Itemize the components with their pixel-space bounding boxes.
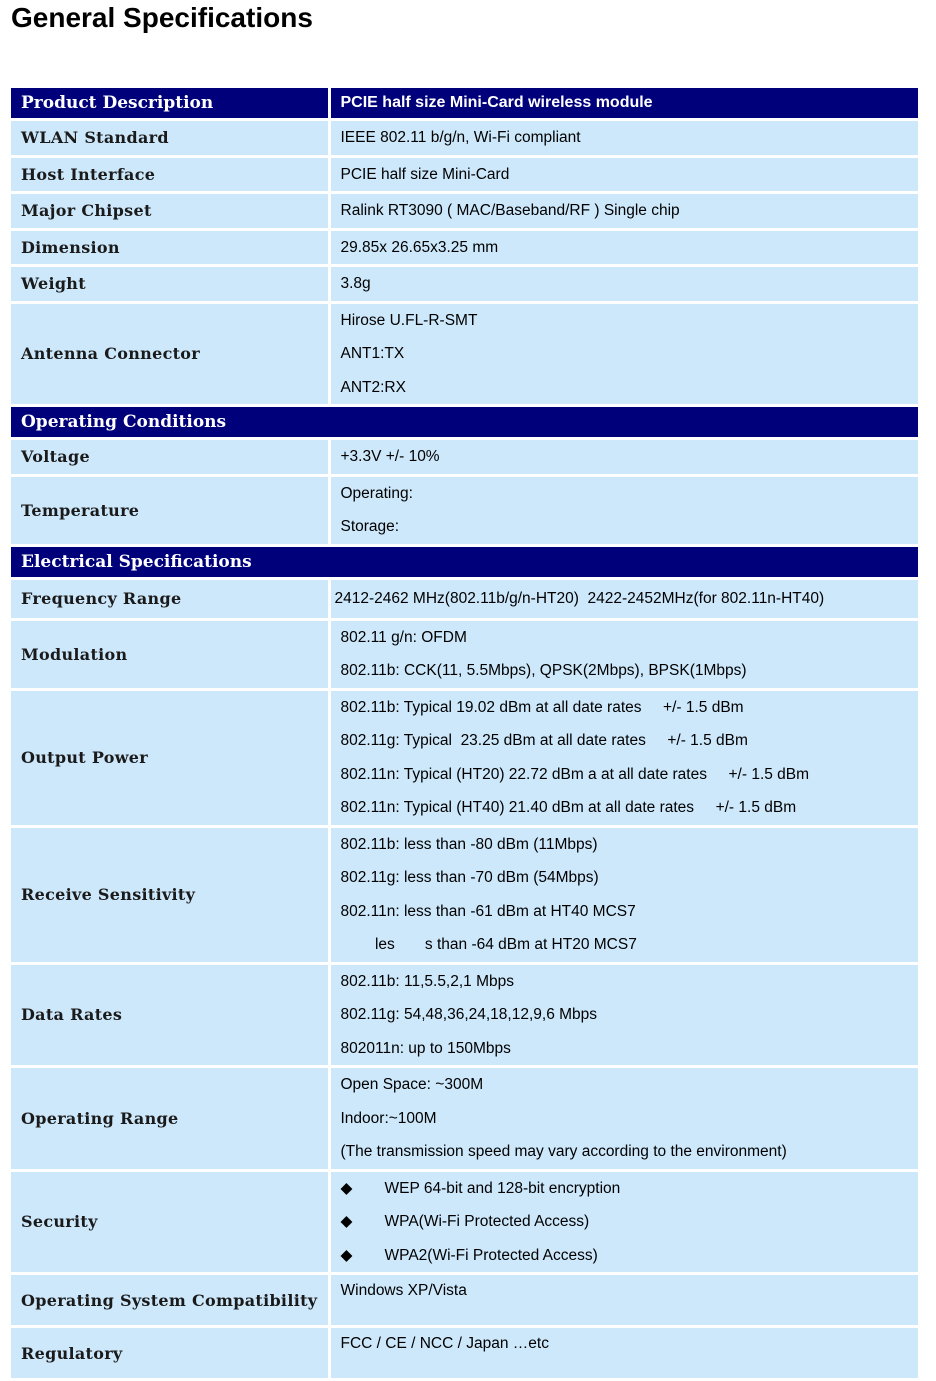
- spec-value: [329, 120, 918, 157]
- section-title: Operating Conditions: [11, 406, 329, 439]
- spec-line: 802011n: up to 150Mbps: [340, 1039, 511, 1057]
- spec-label: WLAN Standard: [11, 120, 329, 157]
- spec-label: Modulation: [11, 619, 329, 689]
- spec-label: Major Chipset: [11, 193, 329, 230]
- spec-row-data-rates: [11, 963, 918, 1067]
- spec-value: [329, 156, 918, 193]
- spec-value: [329, 619, 918, 689]
- spec-value: [329, 229, 918, 266]
- section-header-electrical-specifications: [11, 545, 918, 578]
- spec-label: Operating System Compatibility: [11, 1274, 329, 1327]
- spec-row-host-interface: [11, 156, 918, 193]
- spec-line: 802.11g: 54,48,36,24,18,12,9,6 Mbps: [340, 1006, 598, 1023]
- spec-line: 2412-2462 MHz(802.11b/g/n-HT20) 2422-2452MHz(for 802.11n-HT40): [334, 589, 825, 607]
- spec-line: Open Space: ~300M: [340, 1076, 484, 1093]
- spec-line: +3.3V +/- 10%: [340, 448, 440, 465]
- spec-value: [329, 193, 918, 230]
- bullet-icon: ◆: [340, 1246, 353, 1264]
- spec-label: Output Power: [11, 689, 329, 826]
- spec-line: [341, 1172, 919, 1206]
- section-title: Electrical Specifications: [11, 545, 329, 578]
- spec-label: Regulatory: [11, 1327, 329, 1380]
- spec-value: [329, 266, 918, 303]
- spec-table: [11, 88, 918, 1381]
- spec-line: Hirose U.FL-R-SMT: [340, 311, 478, 329]
- bullet-text: WPA2(Wi-Fi Protected Access): [384, 1246, 598, 1264]
- spec-label: Data Rates: [11, 963, 329, 1067]
- spec-value: [329, 439, 918, 476]
- spec-line: 29.85x 26.65x3.25 mm: [340, 238, 499, 256]
- spec-row-security: [11, 1170, 918, 1274]
- spec-label: Weight: [11, 266, 329, 303]
- spec-line: 802.11n: less than -61 dBm at HT40 MCS7: [340, 902, 636, 920]
- spec-row-frequency-range: [11, 578, 918, 619]
- section-header-fill: [329, 406, 918, 439]
- spec-line: 802.11b: CCK(11, 5.5Mbps), QPSK(2Mbps), BPSK(1Mbps): [340, 662, 747, 679]
- section-title: Product Description: [11, 88, 329, 120]
- spec-value: [329, 1274, 918, 1327]
- spec-label: Antenna Connector: [11, 302, 329, 406]
- spec-label: Frequency Range: [11, 578, 329, 619]
- spec-line: [341, 1205, 919, 1239]
- section-header-operating-conditions: [11, 406, 918, 439]
- spec-row-dimension: [11, 229, 918, 266]
- spec-line: PCIE half size Mini-Card: [340, 165, 510, 183]
- spec-line: FCC / CE / NCC / Japan …etc: [340, 1335, 549, 1352]
- spec-value: [329, 963, 918, 1067]
- spec-label: Security: [11, 1170, 329, 1274]
- bullet-text: WEP 64-bit and 128-bit encryption: [384, 1179, 621, 1197]
- spec-label: Temperature: [11, 475, 329, 545]
- spec-label: Receive Sensitivity: [11, 826, 329, 963]
- spec-row-operating-system-compatibility: [11, 1274, 918, 1327]
- spec-row-output-power: [11, 689, 918, 826]
- bullet-icon: ◆: [340, 1179, 353, 1197]
- spec-label: Voltage: [11, 439, 329, 476]
- spec-value: [329, 475, 918, 545]
- spec-row-antenna-connector: [11, 302, 918, 406]
- spec-line: [341, 1239, 919, 1273]
- spec-label: Host Interface: [11, 156, 329, 193]
- bullet-icon: ◆: [340, 1213, 353, 1230]
- spec-row-operating-range: [11, 1067, 918, 1171]
- spec-value: [329, 689, 918, 826]
- spec-line: 802.11g: less than -70 dBm (54Mbps): [340, 869, 599, 886]
- spec-label: Operating Range: [11, 1067, 329, 1171]
- spec-row-modulation: [11, 619, 918, 689]
- spec-line: Windows XP/Vista: [340, 1282, 467, 1299]
- spec-value: [329, 1327, 918, 1380]
- spec-line: 802.11b: 11,5.5,2,1 Mbps: [340, 972, 514, 990]
- spec-line: 3.8g: [340, 275, 371, 292]
- spec-value: [329, 578, 918, 619]
- section-header-fill: [329, 545, 918, 578]
- spec-line: 802.11n: Typical (HT20) 22.72 dBm a at all date rates +/- 1.5 dBm: [340, 765, 810, 783]
- spec-line: Ralink RT3090 ( MAC/Baseband/RF ) Single chip: [340, 202, 680, 219]
- spec-row-weight: [11, 266, 918, 303]
- spec-line: 802.11g: Typical 23.25 dBm at all date rates +/- 1.5 dBm: [340, 732, 748, 749]
- spec-row-receive-sensitivity: [11, 826, 918, 963]
- spec-value: [329, 302, 918, 406]
- spec-row-temperature: [11, 475, 918, 545]
- section-value: PCIE half size Mini-Card wireless module: [329, 88, 918, 120]
- spec-line: Storage:: [340, 518, 400, 535]
- spec-line: les s than -64 dBm at HT20 MCS7: [340, 936, 637, 953]
- spec-value: [329, 1067, 918, 1171]
- spec-line: Indoor:~100M: [340, 1109, 437, 1127]
- spec-line: ANT2:RX: [340, 378, 406, 396]
- page-title: General Specifications: [11, 2, 313, 33]
- bullet-text: WPA(Wi-Fi Protected Access): [384, 1213, 590, 1230]
- spec-line: ANT1:TX: [340, 345, 405, 362]
- section-header-product-description: [11, 88, 918, 120]
- spec-value: [329, 826, 918, 963]
- spec-row-major-chipset: [11, 193, 918, 230]
- spec-line: 802.11n: Typical (HT40) 21.40 dBm at all date rates +/- 1.5 dBm: [340, 799, 797, 816]
- spec-row-voltage: [11, 439, 918, 476]
- spec-row-regulatory: [11, 1327, 918, 1380]
- spec-line: 802.11b: less than -80 dBm (11Mbps): [340, 835, 598, 853]
- spec-line: 802.11b: Typical 19.02 dBm at all date rates +/- 1.5 dBm: [340, 698, 744, 716]
- spec-line: (The transmission speed may vary according to the environment): [340, 1143, 787, 1160]
- spec-row-wlan-standard: [11, 120, 918, 157]
- spec-line: Operating:: [340, 484, 413, 502]
- spec-label: Dimension: [11, 229, 329, 266]
- spec-line: 802.11 g/n: OFDM: [340, 628, 467, 646]
- spec-line: IEEE 802.11 b/g/n, Wi-Fi compliant: [340, 129, 581, 146]
- spec-value: [329, 1170, 918, 1274]
